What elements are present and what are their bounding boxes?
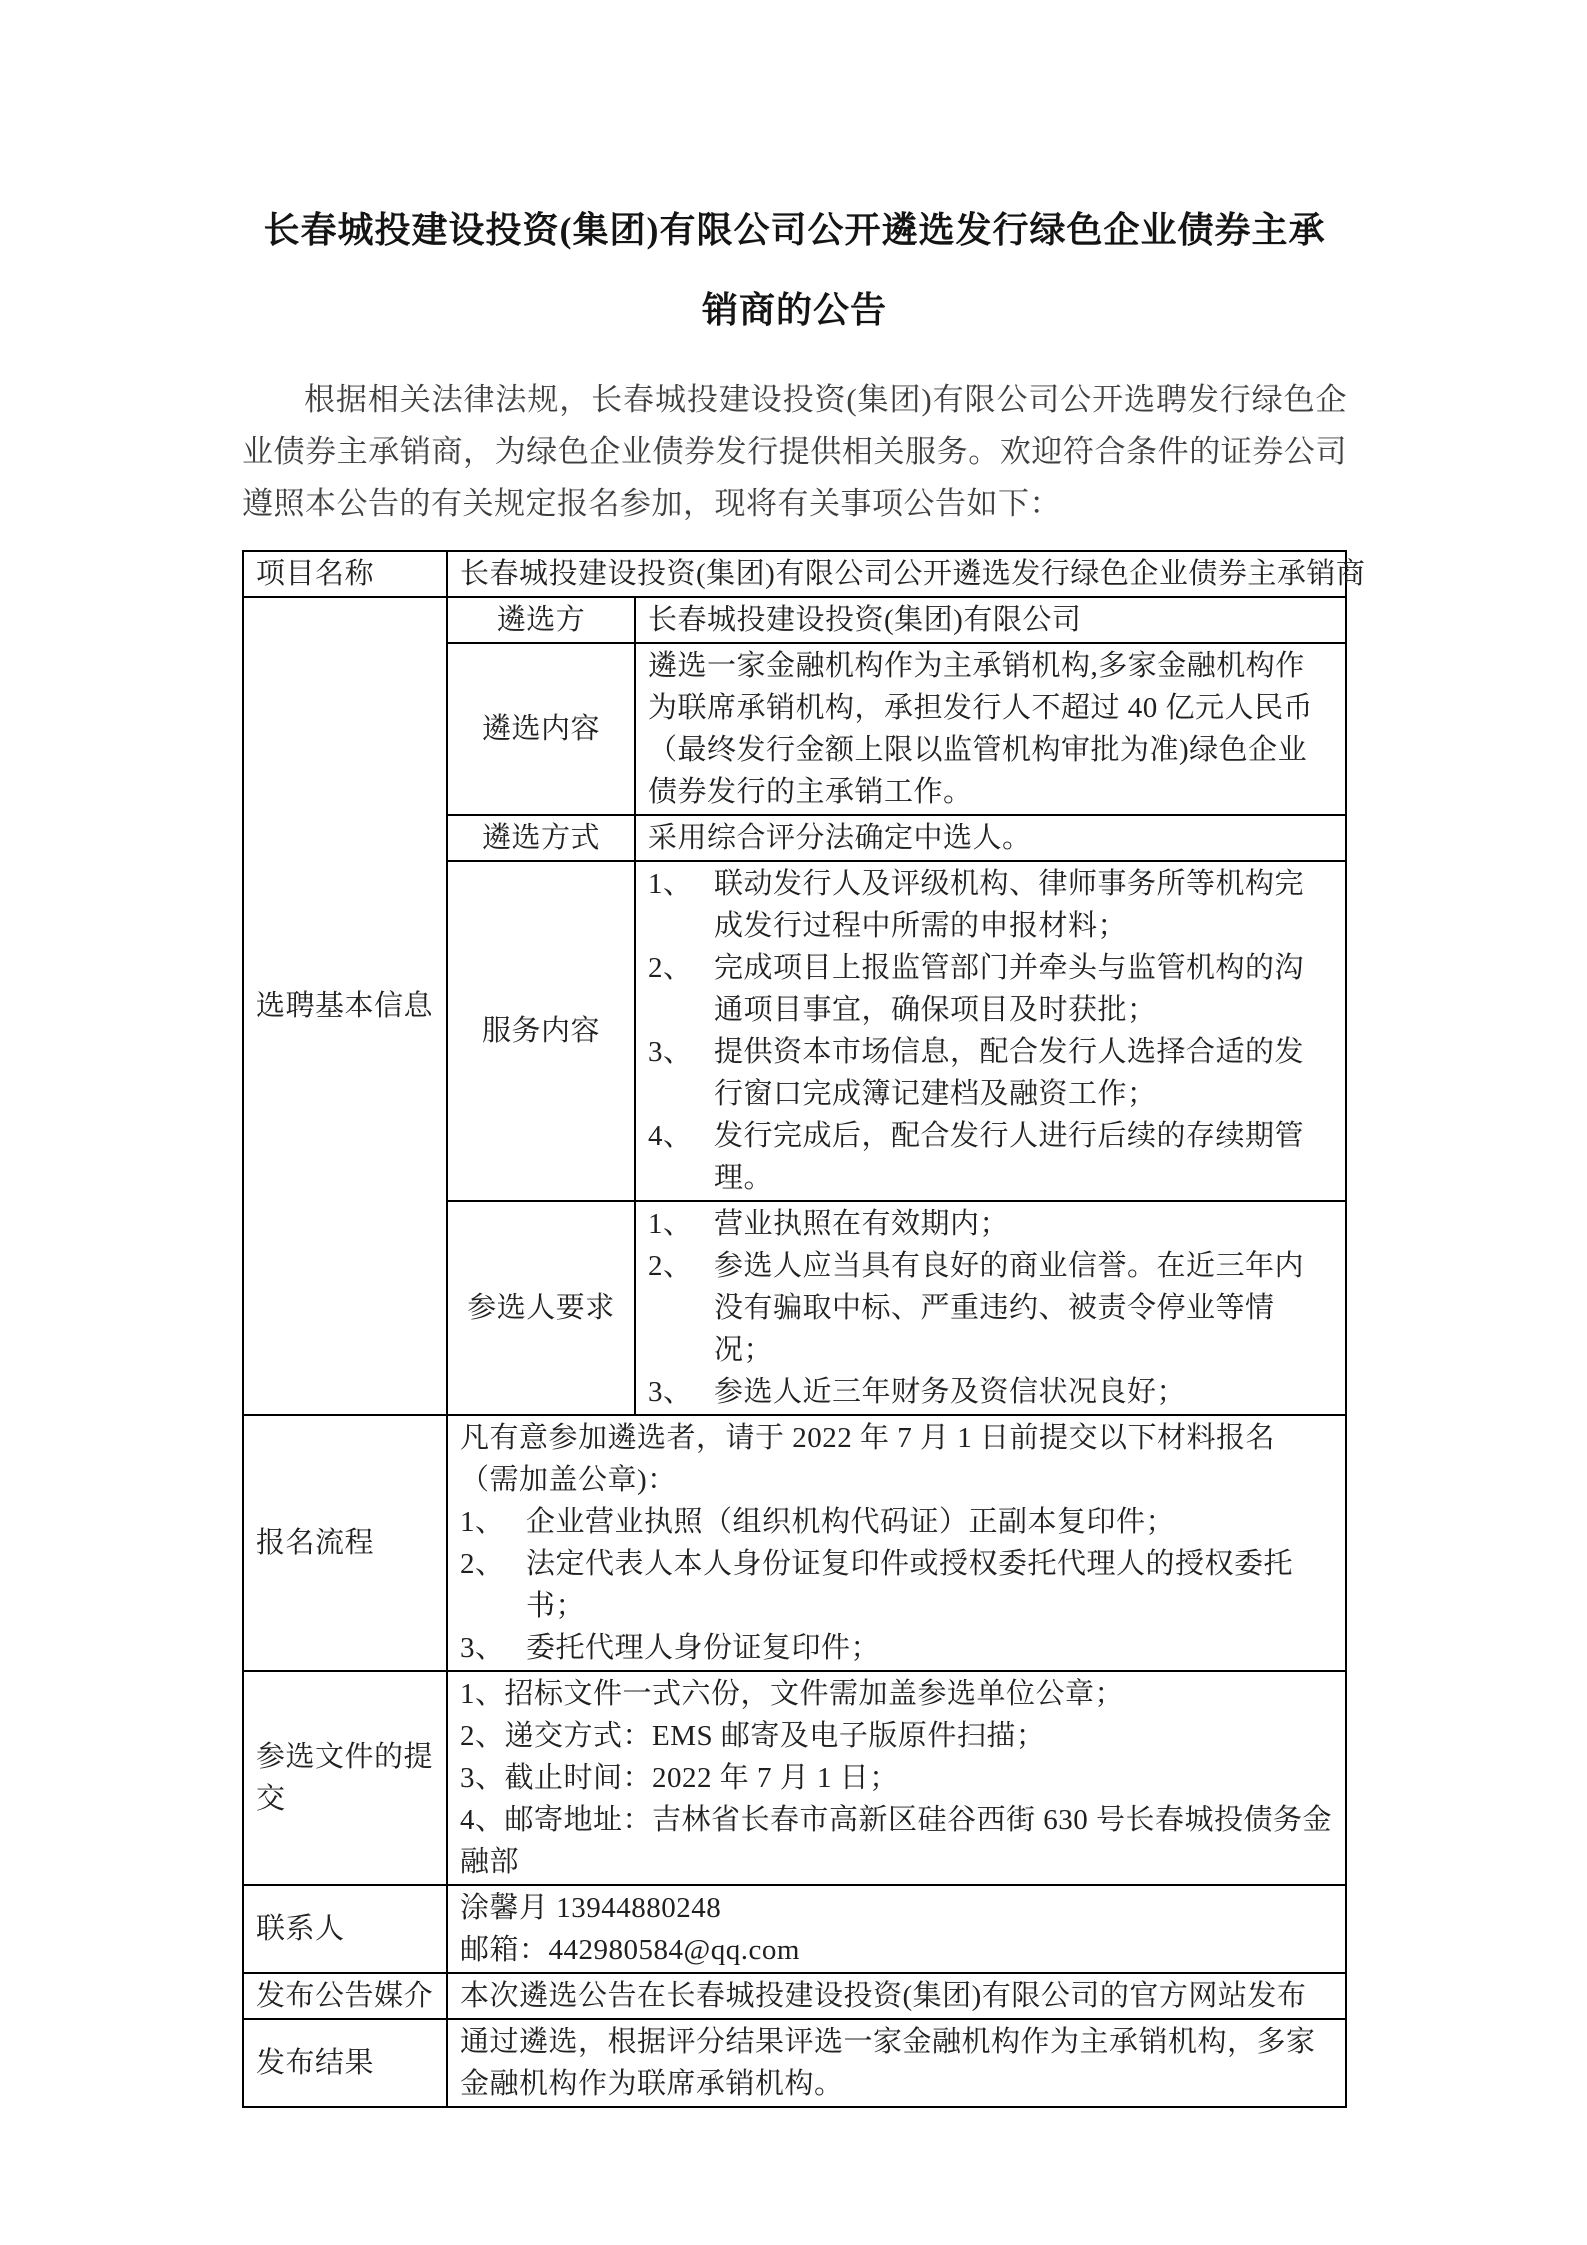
registration-value bbox=[447, 1415, 1346, 1671]
media-value: 本次遴选公告在长春城投建设投资(集团)有限公司的官方网站发布 bbox=[447, 1973, 1346, 2019]
registration-item: 1、 企业营业执照（组织机构代码证）正副本复印件； bbox=[460, 1506, 1176, 1538]
project-name-label: 项目名称 bbox=[243, 551, 447, 597]
row-selector bbox=[243, 597, 1346, 643]
selection-content-label: 遴选内容 bbox=[447, 643, 635, 815]
intro-paragraph: 根据相关法律法规，长春城投建设投资(集团)有限公司公开选聘发行绿色企业债券主承销商，为绿色企业债券发行提供相关服务。欢迎符合条件的证券公司遵照本公告的有关规定报名参加，现将有关事项公告如下： bbox=[242, 382, 1347, 521]
selection-method-value: 采用综合评分法确定中选人。 bbox=[635, 815, 1346, 861]
selector-label: 遴选方 bbox=[447, 597, 635, 643]
service-item: 1、 联动发行人及评级机构、律师事务所等机构完成发行过程中所需的申报材料； bbox=[648, 868, 1305, 942]
submission-line: 3、截止时间：2022 年 7 月 1 日； bbox=[460, 1762, 899, 1794]
title-line-2: 销商的公告 bbox=[701, 290, 887, 330]
document-page bbox=[242, 0, 1366, 2108]
selector-value: 长春城投建设投资(集团)有限公司 bbox=[635, 597, 1346, 643]
submission-label: 参选文件的提交 bbox=[243, 1671, 447, 1885]
result-value: 通过遴选，根据评分结果评选一家金融机构作为主承销机构，多家金融机构作为联席承销机构。 bbox=[447, 2019, 1346, 2107]
contact-label: 联系人 bbox=[243, 1885, 447, 1973]
row-submission bbox=[243, 1671, 1346, 1885]
submission-line: 2、递交方式：EMS 邮寄及电子版原件扫描； bbox=[460, 1720, 1046, 1752]
selection-content-value: 遴选一家金融机构作为主承销机构,多家金融机构作为联席承销机构，承担发行人不超过 40 亿元人民币（最终发行金额上限以监管机构审批为准)绿色企业债券发行的主承销工作。 bbox=[635, 643, 1346, 815]
row-project-name bbox=[243, 551, 1346, 597]
requirements-label: 参选人要求 bbox=[447, 1201, 635, 1415]
basic-info-label: 选聘基本信息 bbox=[243, 597, 447, 1415]
row-contact bbox=[243, 1885, 1346, 1973]
row-registration bbox=[243, 1415, 1346, 1671]
project-name-value: 长春城投建设投资(集团)有限公司公开遴选发行绿色企业债券主承销商 bbox=[447, 551, 1346, 597]
document-title bbox=[242, 190, 1347, 350]
contact-value bbox=[447, 1885, 1346, 1973]
service-item: 3、 提供资本市场信息，配合发行人选择合适的发行窗口完成簿记建档及融资工作； bbox=[648, 1036, 1305, 1110]
selection-method-label: 遴选方式 bbox=[447, 815, 635, 861]
service-item: 2、 完成项目上报监管部门并牵头与监管机构的沟通项目事宜，确保项目及时获批； bbox=[648, 952, 1305, 1026]
requirement-item: 3、 参选人近三年财务及资信状况良好； bbox=[648, 1376, 1187, 1408]
registration-item: 2、 法定代表人本人身份证复印件或授权委托代理人的授权委托书； bbox=[460, 1548, 1294, 1622]
service-item: 4、 发行完成后，配合发行人进行后续的存续期管理。 bbox=[648, 1120, 1305, 1194]
title-line-1: 长春城投建设投资(集团)有限公司公开遴选发行绿色企业债券主承 bbox=[263, 210, 1326, 250]
submission-value bbox=[447, 1671, 1346, 1885]
requirement-item: 1、 营业执照在有效期内； bbox=[648, 1208, 1010, 1240]
submission-line: 4、邮寄地址：吉林省长春市高新区硅谷西街 630 号长春城投债务金融部 bbox=[460, 1804, 1333, 1878]
contact-person-phone: 涂馨月 13944880248 bbox=[460, 1892, 722, 1924]
services-label: 服务内容 bbox=[447, 861, 635, 1201]
services-value bbox=[635, 861, 1346, 1201]
row-media bbox=[243, 1973, 1346, 2019]
registration-item: 3、 委托代理人身份证复印件； bbox=[460, 1632, 881, 1664]
result-label: 发布结果 bbox=[243, 2019, 447, 2107]
announcement-table bbox=[242, 550, 1366, 2108]
contact-email: 邮箱：442980584@qq.com bbox=[460, 1934, 800, 1966]
requirement-item: 2、 参选人应当具有良好的商业信誉。在近三年内没有骗取中标、严重违约、被责令停业等情况； bbox=[648, 1250, 1305, 1366]
row-result bbox=[243, 2019, 1346, 2107]
registration-intro: 凡有意参加遴选者，请于 2022 年 7 月 1 日前提交以下材料报名（需加盖公章)： bbox=[460, 1422, 1276, 1496]
media-label: 发布公告媒介 bbox=[243, 1973, 447, 2019]
requirements-value bbox=[635, 1201, 1346, 1415]
registration-label: 报名流程 bbox=[243, 1415, 447, 1671]
submission-line: 1、招标文件一式六份，文件需加盖参选单位公章； bbox=[460, 1678, 1125, 1710]
